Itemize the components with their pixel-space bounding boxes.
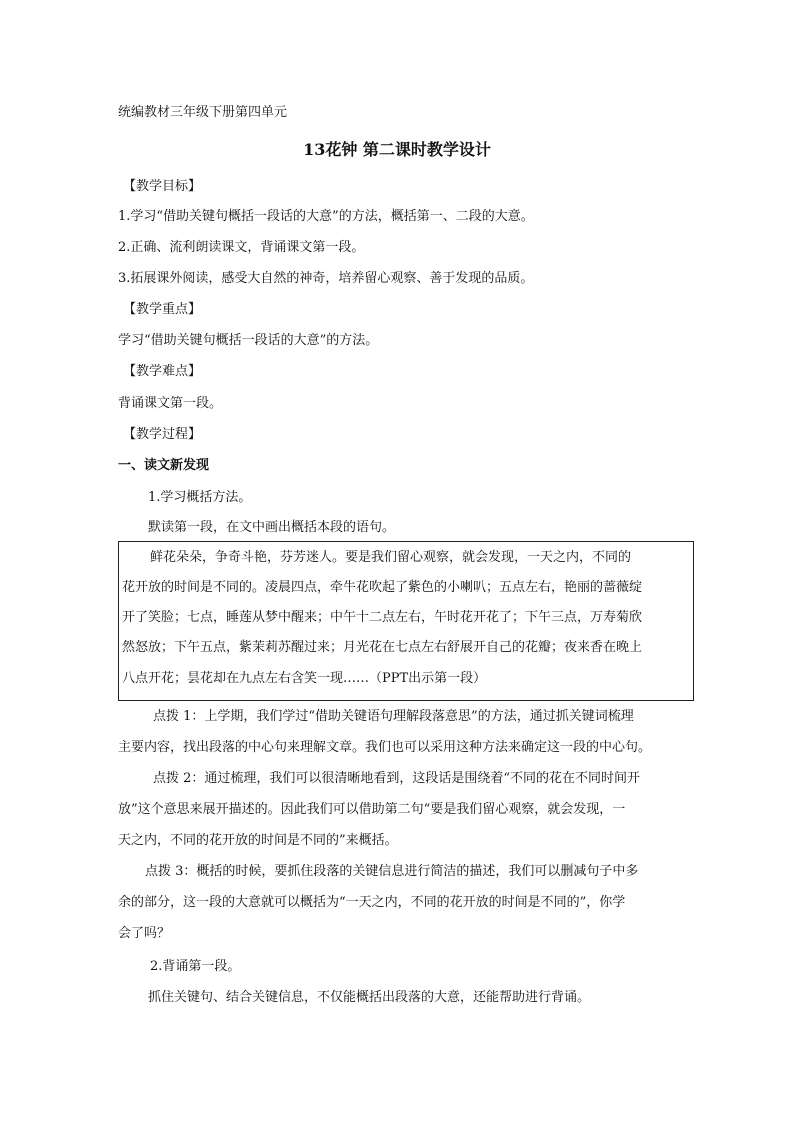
tip-3-line: 点拨 3：概括的时候，要抓住段落的关键信息进行简洁的描述，我们可以删减句子中多 [145,864,639,879]
section-heading-1: 一、读文新发现 [118,458,210,473]
tip-1-line: 点拨 1：上学期，我们学过“借助关键语句理解段落意思”的方法，通过抓关键词梳理 [153,709,634,724]
step-1-heading: 1.学习概括方法。 [148,490,252,505]
step-1-task: 默读第一段，在文中画出概括本段的语句。 [148,520,396,535]
step-2-text: 抓住关键句、结合关键信息，不仅能概括出段落的大意，还能帮助进行背诵。 [148,990,591,1005]
quoted-paragraph-box [118,541,694,701]
goal-item-2: 2.正确、流利朗读课文，背诵课文第一段。 [118,240,365,255]
tip-3-line: 会了吗？ [118,926,171,941]
box-line: 八点开花；昙花却在九点左右含笑一现……（PPT出示第一段） [122,671,487,686]
tip-2-line: 天之内，不同的花开放的时间是不同的”来概括。 [118,833,398,848]
box-line: 开了笑脸；七点，睡莲从梦中醒来；中午十二点左右，午时花开花了；下午三点，万寿菊欣 [122,610,643,625]
focus-heading: 【教学重点】 [123,302,202,317]
goals-heading: 【教学目标】 [123,179,202,194]
process-heading: 【教学过程】 [123,427,202,442]
goal-item-3: 3.拓展课外阅读，感受大自然的神奇，培养留心观察、善于发现的品质。 [118,271,534,286]
box-line: 花开放的时间是不同的。凌晨四点，牵牛花吹起了紫色的小喇叭；五点左右，艳丽的蔷薇绽 [122,580,643,595]
focus-text: 学习“借助关键句概括一段话的大意”的方法。 [118,333,379,348]
difficulty-heading: 【教学难点】 [123,364,202,379]
step-2-heading: 2.背诵第一段。 [150,959,241,974]
box-line: 然怒放；下午五点，紫茉莉苏醒过来；月光花在七点左右舒展开自己的花瓣；夜来香在晚上 [122,640,643,655]
page-title: 13花钟 第二课时教学设计 [303,140,491,159]
difficulty-text: 背诵课文第一段。 [118,396,223,411]
box-line: 鲜花朵朵，争奇斗艳，芬芳迷人。要是我们留心观察，就会发现，一天之内，不同的 [150,550,632,565]
tip-3-line: 余的部分，这一段的大意就可以概括为“一天之内，不同的花开放的时间是不同的”，你学 [118,895,626,910]
unit-label: 统编教材三年级下册第四单元 [118,105,288,120]
tip-2-line: 放”这个意思来展开描述的。因此我们可以借助第二句“要是我们留心观察，就会发现，一 [118,802,626,817]
tip-1-line: 主要内容，找出段落的中心句来理解文章。我们也可以采用这种方法来确定这一段的中心句。 [118,740,652,755]
goal-item-1: 1.学习“借助关键句概括一段话的大意”的方法，概括第一、二段的大意。 [118,209,534,224]
tip-2-line: 点拨 2：通过梳理，我们可以很清晰地看到，这段话是围绕着“不同的花在不同时间开 [153,771,641,786]
